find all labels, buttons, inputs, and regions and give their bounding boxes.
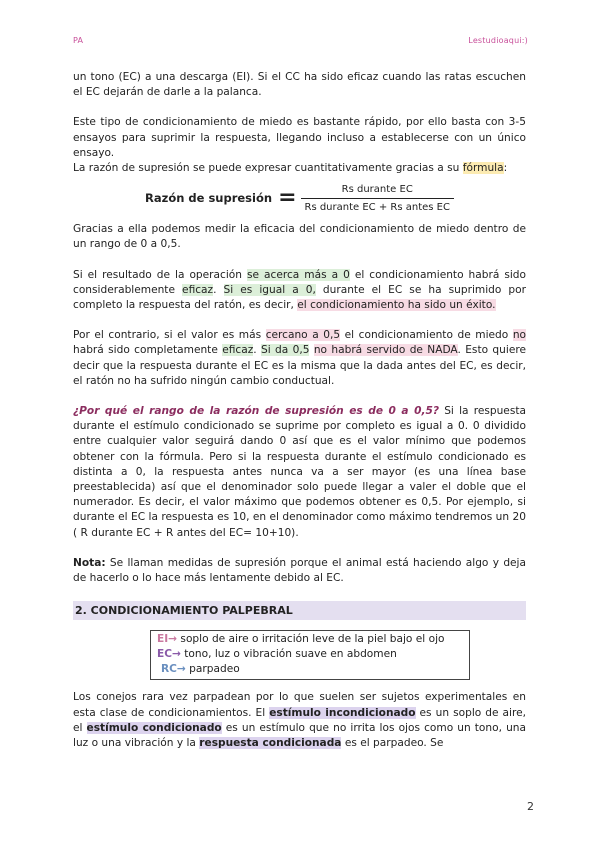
p5-s1: Si el resultado de la operación: [73, 268, 247, 281]
formula-label: Razón de supresión: [145, 190, 273, 205]
box-line-ec: [157, 647, 463, 662]
formula-numerator: Rs durante EC: [341, 183, 413, 195]
ec-text: tono, luz o vibración suave en abdomen: [180, 648, 397, 661]
p3-text: La razón de supresión se puede expresar cuantitativamente gracias a su: [73, 162, 463, 175]
p6-h4: Si da 0,5: [261, 344, 310, 357]
p9-s3: es un estímulo que no irrita los ojos como un tono, una luz o una vibración y la: [73, 721, 526, 750]
p6-s3: habrá sido completamente: [73, 344, 223, 357]
ei-text: soplo de aire o irritación leve de la piel bajo el ojo: [177, 633, 445, 646]
header-right: Lestudioaqui:): [468, 36, 528, 45]
paragraph-4: Gracias a ella podemos medir la eficacia del condicionamiento de miedo dentro de un rango de 0 a 0,5.: [73, 223, 526, 251]
p3-colon: :: [503, 162, 508, 175]
p9-h2: estímulo condicionado: [86, 721, 222, 734]
p7-text: Si la respuesta durante el estímulo condicionado se suprime por completo es igual a 0. 0 dividido entre cualquier valor seguirá dando 0 así que es el valor mínimo que podemos obtener con la fórmula. Pero si la respuesta durante el estímulo condicionado es distinta a 0, la respuesta antes nunca va a ser mayor (es una línea base preestablecida) así que el denominador solo puede llegar a valer el doble que el numerador. Es decir, el valor máximo que podemos obtener es 0,5. Por ejemplo, si durante el EC la respuesta es 10, en el denominador como máximo tendremos un 20 ( R durante EC + R antes del EC= 10+10).: [73, 405, 526, 539]
ei-label: EI→: [157, 633, 178, 646]
p6-h1: cercano a 0,5: [265, 329, 341, 342]
paragraph-1: un tono (EC) a una descarga (EI). Si el CC ha sido eficaz cuando las ratas escuchen el EC dejarán de darle a la palanca.: [73, 71, 526, 99]
paragraph-2: Este tipo de condicionamiento de miedo es bastante rápido, por ello basta con 3-5 ensayos para suprimir la respuesta, llegando incluso a establecerse con un único ensayo.: [73, 116, 526, 159]
box-line-ei: [157, 632, 463, 647]
ec-label: EC→: [157, 648, 181, 661]
formula-fraction: [301, 182, 454, 215]
rc-label: RC→: [161, 663, 186, 676]
paragraph-5: [73, 268, 526, 314]
page-content: [73, 70, 526, 751]
p6-s4: .: [253, 344, 262, 357]
p9-s4: es el parpadeo. Se: [341, 737, 444, 750]
p5-s4: durante el EC se ha suprimido por completo la respuesta del ratón, es decir,: [73, 283, 526, 312]
page-number: 2: [527, 800, 534, 813]
formula-equals: =: [278, 185, 297, 211]
p9-h1: estímulo incondicionado: [269, 706, 416, 719]
p6-h5: no habrá servido de NADA: [313, 344, 458, 357]
p9-s1: Los conejos rara vez parpadean por lo que suelen ser sujetos experimentales en esta clase de condicionamientos. El: [73, 691, 526, 719]
p6-s6: . Esto quiere decir que la respuesta durante el EC es la misma que la dada antes del EC, es decir, el ratón no ha sufrido ningún cambio conductual.: [73, 344, 526, 387]
stimulus-box: [150, 630, 470, 680]
p5-h1: se acerca más a 0: [246, 268, 350, 281]
p5-h4: el condicionamiento ha sido un éxito.: [297, 299, 496, 312]
note-paragraph: [73, 556, 526, 586]
p5-h3: Si es igual a 0,: [223, 283, 316, 296]
note-text: Se llaman medidas de supresión porque el animal está haciendo algo y deja de hacerlo o lo hace más lentamente debido al EC.: [73, 556, 526, 585]
p6-s2: el condicionamiento de miedo: [340, 329, 513, 342]
p5-h2: eficaz: [182, 283, 214, 296]
suppression-formula: [73, 178, 526, 218]
formula-denominator: Rs durante EC + Rs antes EC: [301, 198, 454, 215]
header-left: PA: [73, 36, 84, 45]
p9-h3: respuesta condicionada: [199, 737, 342, 750]
p5-s3: .: [213, 283, 224, 296]
paragraph-6: [73, 328, 526, 389]
section-heading: 2. CONDICIONAMIENTO PALPEBRAL: [73, 601, 526, 620]
box-line-rc: [157, 662, 463, 677]
rc-text: parpadeo: [185, 663, 240, 676]
paragraph-7: [73, 404, 526, 541]
question-heading: ¿Por qué el rango de la razón de supresión es de 0 a 0,5?: [73, 405, 440, 418]
paragraph-9: [73, 690, 526, 751]
paragraph-3: [73, 161, 526, 176]
p5-s2: el condicionamiento habrá sido considerablemente: [73, 268, 527, 296]
formula-highlight: fórmula: [462, 162, 504, 175]
p6-h2: no: [512, 329, 527, 342]
note-label: Nota:: [73, 556, 106, 569]
p6-h3: eficaz: [222, 344, 254, 357]
p9-s2: es un soplo de aire, el: [73, 706, 527, 734]
p6-s1: Por el contrario, si el valor es más: [73, 329, 266, 342]
